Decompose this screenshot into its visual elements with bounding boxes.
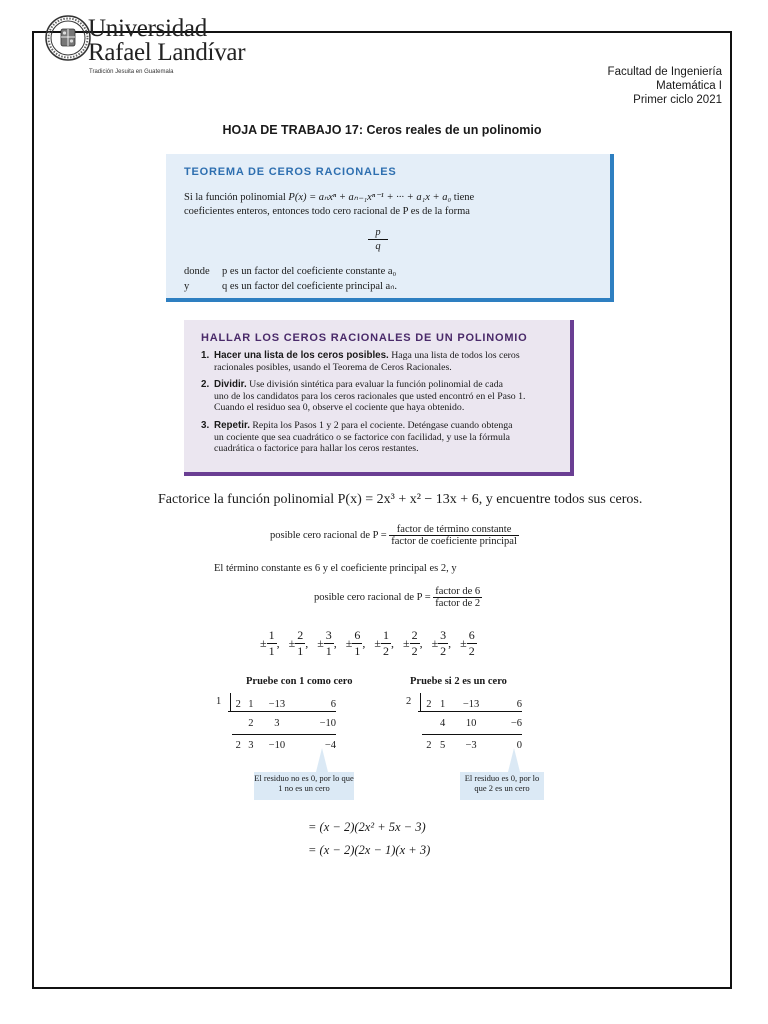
candidate-fraction [295, 628, 305, 659]
formula-possible-zero-general [270, 524, 519, 547]
div1-cell: 1 [248, 698, 254, 710]
div1-cell: −10 [319, 718, 336, 730]
step-text-2: uno de los candidatos para los ceros racionales que usted encontró en el Paso 1. [214, 390, 526, 402]
formula-fraction [433, 586, 482, 609]
candidate-item: ± $\frac{2}{2}$ , [402, 628, 429, 658]
div2-heading: Pruebe si 2 es un cero [410, 676, 507, 687]
formula-label: posible cero racional de P = [314, 592, 434, 603]
candidate-item: ± $\frac{3}{2}$ , [431, 628, 458, 658]
step-text-3: Cuando el residuo sea 0, observe el cociente que haya obtenido. [214, 402, 465, 414]
candidate-numerator: 3 [440, 628, 447, 642]
candidate-list [260, 628, 477, 659]
candidate-sign: ± [402, 636, 410, 650]
div2-cell: 5 [440, 739, 446, 751]
candidate-denominator: 1 [325, 644, 332, 658]
div2-cell [422, 714, 436, 734]
factorization-step1: = (x − 2)(2x² + 5x − 3) [308, 820, 426, 834]
div1-bubble-pointer [316, 748, 328, 772]
div1-root: 1 [216, 696, 222, 707]
candidate-denominator: 2 [440, 644, 447, 658]
div1-cell: −10 [268, 739, 286, 751]
university-seal-logo [44, 14, 92, 62]
div1-bubble: El residuo no es 0, por lo que 1 no es un cero [254, 772, 354, 800]
step-1-num [201, 350, 209, 362]
formula-denominator: factor de 2 [435, 598, 481, 609]
theorem-frac-num: p [368, 226, 388, 240]
step-text: Use división sintética para evaluar la función polinomial de cada [246, 379, 503, 390]
div1-heading: Pruebe con 1 como cero [246, 676, 353, 687]
course-label: Matemática I [656, 80, 722, 92]
theorem-and-text: q es un factor del coeficiente principal aₙ. [222, 281, 398, 292]
step-title: Repetir. [214, 420, 250, 431]
candidate-item: ± $\frac{6}{1}$ , [345, 628, 372, 658]
theorem-and-label: y [184, 281, 190, 292]
step-title: Hacer una lista de los ceros posibles. [214, 350, 389, 361]
theorem-where-text: p es un factor del coeficiente constante a₀ [222, 266, 397, 277]
div1-cell: 3 [274, 718, 280, 730]
theorem-fraction [368, 226, 388, 253]
candidate-fraction [381, 628, 391, 659]
factorization-step2: = (x − 2)(2x − 1)(x + 3) [308, 843, 431, 857]
candidate-fraction [467, 628, 477, 659]
candidate-fraction [352, 628, 362, 659]
candidate-numerator: 6 [354, 628, 361, 642]
candidate-denominator: 2 [468, 644, 475, 658]
candidate-denominator: 1 [268, 644, 275, 658]
div2-cell: 2 [426, 739, 432, 751]
theorem-text-a: Si la función polinomial [184, 192, 289, 203]
div2-bracket-vertical [420, 693, 421, 711]
candidate-sign: ± [288, 636, 296, 650]
candidate-denominator: 2 [382, 644, 389, 658]
step-text: Repita los Pasos 1 y 2 para el cociente. Deténgase cuando obtenga [249, 420, 513, 431]
candidate-sign: ± [431, 636, 439, 650]
candidate-denominator: 1 [297, 644, 304, 658]
div1-bracket-vertical [230, 693, 231, 711]
step-text-2: racionales posibles, usando el Teorema de Ceros Racionales. [214, 361, 452, 373]
div1-cell [232, 714, 245, 734]
step-text-2: un cociente que sea cuadrático o se factorice con facilidad, y use la fórmula [214, 431, 510, 443]
div1-row-products [232, 714, 336, 734]
candidate-item: ± $\frac{3}{1}$ , [317, 628, 343, 658]
step-3 [214, 420, 559, 455]
candidate-numerator: 1 [382, 628, 389, 642]
procedure-heading: HALLAR LOS CEROS RACIONALES DE UN POLINOMIO [201, 332, 528, 344]
div1-top-rule [228, 711, 336, 712]
theorem-where-label: donde [184, 266, 210, 277]
step-number: 3. [201, 420, 210, 431]
div1-cell: 6 [330, 698, 336, 710]
formula-fraction [389, 524, 519, 547]
candidate-item [460, 628, 477, 658]
candidate-item: ± $\frac{2}{1}$ , [288, 628, 315, 658]
step-number: 2. [201, 379, 210, 390]
div2-cell: −3 [465, 739, 477, 751]
candidate-fraction [438, 628, 448, 659]
div2-cell: −13 [462, 698, 480, 710]
div1-cell: 2 [235, 698, 241, 710]
theorem-heading: TEOREMA DE CEROS RACIONALES [184, 166, 397, 178]
page-title: HOJA DE TRABAJO 17: Ceros reales de un polinomio [222, 123, 542, 137]
theorem-line1 [184, 191, 579, 204]
university-name-line1: Universidad [88, 15, 207, 42]
div1-cell: 3 [248, 739, 254, 751]
div2-row-result [422, 734, 522, 756]
div2-table [422, 694, 522, 756]
step-title: Dividir. [214, 379, 247, 390]
div2-cell: 0 [516, 739, 522, 751]
div2-cell: 10 [465, 718, 477, 730]
candidate-numerator: 3 [325, 628, 332, 642]
div2-cell: 2 [426, 698, 432, 710]
theorem-frac-den: q [375, 241, 381, 252]
step-text-3: cuadrática o factorice para hallar los ceros restantes. [214, 443, 419, 455]
div2-bubble-pointer [508, 748, 520, 772]
candidate-item: ± $\frac{1}{2}$ , [374, 628, 400, 658]
formula-label: posible cero racional de P = [270, 530, 390, 541]
term-label: Primer ciclo 2021 [633, 94, 722, 106]
div2-row-products [422, 714, 522, 734]
step-2 [214, 379, 559, 414]
university-name-line2: Rafael Landívar [88, 39, 246, 66]
theorem-polynomial: P(x) = aₙxⁿ + aₙ₋₁xⁿ⁻¹ + ··· + a₁x + a₀ [288, 192, 452, 203]
div1-cell: −13 [268, 698, 286, 710]
formula-denominator: factor de coeficiente principal [391, 536, 517, 547]
formula-numerator: factor de 6 [435, 586, 481, 597]
candidate-sign: ± [317, 636, 324, 650]
div1-cell: −4 [324, 739, 336, 751]
candidate-denominator: 2 [411, 644, 418, 658]
formula-numerator: factor de término constante [389, 524, 519, 536]
candidate-sign: ± [260, 636, 267, 650]
theorem-text-b: tiene [451, 192, 475, 203]
div2-bubble: El residuo es 0, por lo que 2 es un cero [460, 772, 544, 800]
step-text: Haga una lista de todos los ceros [388, 350, 520, 361]
candidate-fraction [267, 628, 277, 659]
step-1 [214, 350, 554, 373]
candidate-fraction [324, 628, 334, 659]
candidate-numerator: 1 [268, 628, 275, 642]
problem-statement: Factorice la función polinomial P(x) = 2x³ + x² − 13x + 6, y encuentre todos sus ceros. [158, 492, 643, 507]
div2-cell: 1 [440, 698, 446, 710]
candidate-numerator: 2 [297, 628, 304, 642]
div2-root: 2 [406, 696, 412, 707]
formula-possible-zero-specific [314, 586, 482, 609]
step-number: 1. [201, 350, 210, 361]
div1-table [232, 694, 336, 756]
faculty-label: Facultad de Ingeniería [607, 66, 722, 78]
step-3-num [201, 420, 209, 432]
candidate-sign: ± [345, 636, 353, 650]
candidate-numerator: 6 [468, 628, 475, 642]
div1-cell: 2 [248, 718, 254, 730]
div2-cell: −6 [510, 718, 522, 730]
candidate-item: ± $\frac{1}{1}$ , [260, 628, 286, 658]
candidate-sign: ± [374, 636, 381, 650]
div2-cell: 6 [516, 698, 522, 710]
candidate-sign: ± [460, 636, 467, 650]
theorem-line2: coeficientes enteros, entonces todo cero racional de P es de la forma [184, 206, 470, 217]
constant-note: El término constante es 6 y el coeficiente principal es 2, y [214, 563, 457, 574]
candidate-denominator: 1 [354, 644, 361, 658]
candidate-fraction [410, 628, 420, 659]
div2-top-rule [418, 711, 522, 712]
university-tagline: Tradición Jesuita en Guatemala [89, 69, 174, 75]
step-2-num [201, 379, 209, 391]
div2-cell: 4 [440, 718, 446, 730]
div1-cell: 2 [235, 739, 241, 751]
candidate-numerator: 2 [411, 628, 418, 642]
